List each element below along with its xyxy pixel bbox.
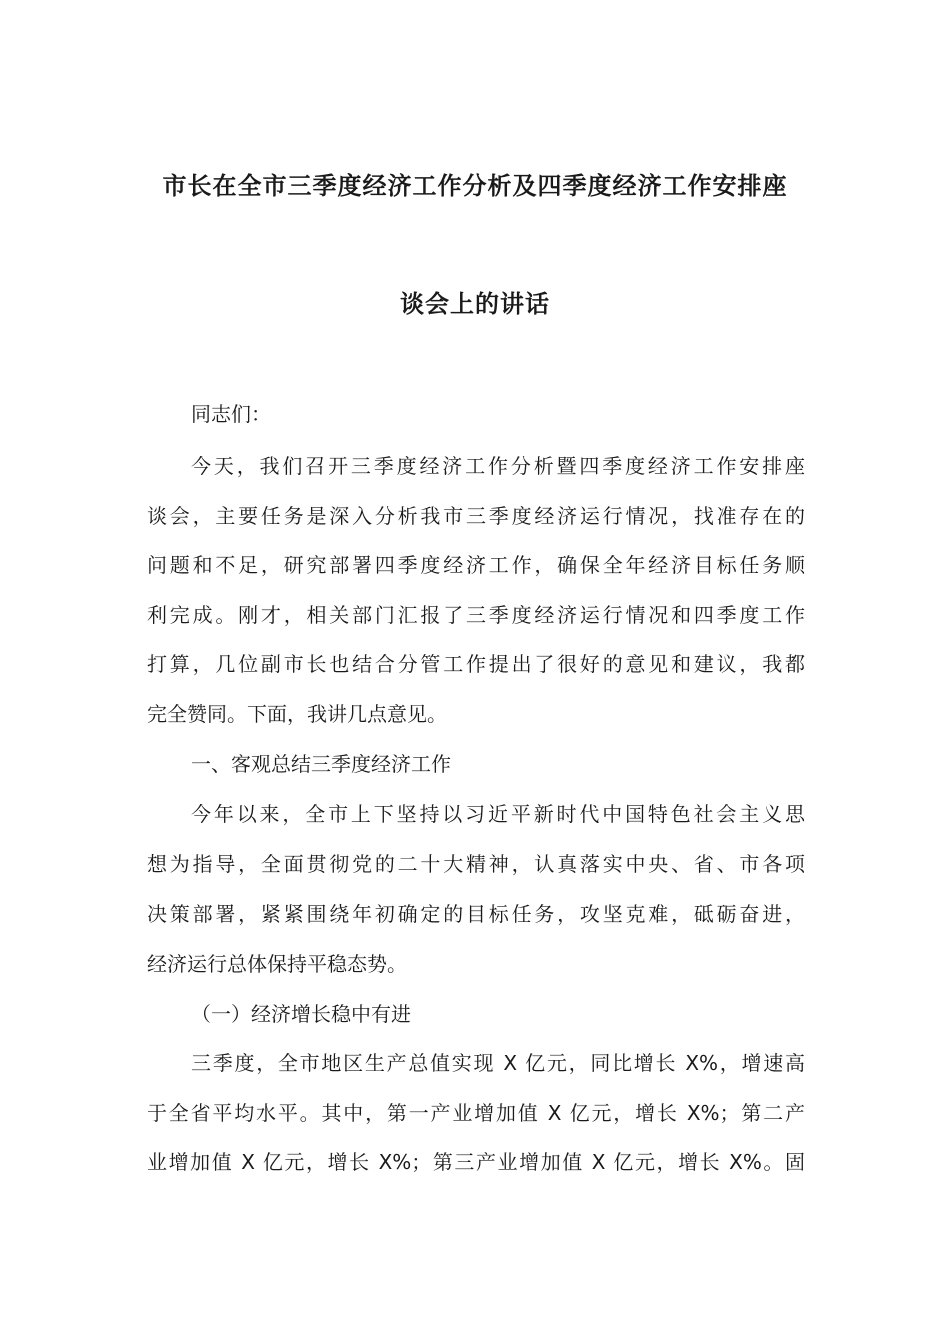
- document-title-line-1: 市长在全市三季度经济工作分析及四季度经济工作安排座: [162, 172, 788, 200]
- paragraph-line: 完全赞同。下面，我讲几点意见。: [147, 702, 447, 726]
- section-heading: 一、客观总结三季度经济工作: [191, 752, 451, 776]
- paragraph-line: 三季度，全市地区生产总值实现 X 亿元，同比增长 X%，增速高: [191, 1051, 805, 1075]
- salutation: 同志们：: [191, 402, 271, 426]
- paragraph-line: 今年以来，全市上下坚持以习近平新时代中国特色社会主义思: [191, 802, 805, 826]
- document-title-line-2: 谈会上的讲话: [400, 290, 550, 318]
- paragraph-line: 利完成。刚才，相关部门汇报了三季度经济运行情况和四季度工作: [147, 603, 805, 627]
- subsection-heading: （一）经济增长稳中有进: [191, 1002, 411, 1026]
- paragraph-line: 业增加值 X 亿元，增长 X%；第三产业增加值 X 亿元，增长 X%。固: [147, 1150, 805, 1174]
- paragraph-line: 决策部署，紧紧围绕年初确定的目标任务，攻坚克难，砥砺奋进，: [147, 902, 805, 926]
- paragraph-line: 打算，几位副市长也结合分管工作提出了很好的意见和建议，我都: [147, 652, 805, 676]
- paragraph-line: 谈会，主要任务是深入分析我市三季度经济运行情况，找准存在的: [147, 504, 805, 528]
- paragraph-line: 问题和不足，研究部署四季度经济工作，确保全年经济目标任务顺: [147, 553, 805, 577]
- paragraph-line: 经济运行总体保持平稳态势。: [147, 952, 407, 976]
- paragraph-line: 今天，我们召开三季度经济工作分析暨四季度经济工作安排座: [191, 454, 805, 478]
- paragraph-line: 想为指导，全面贯彻党的二十大精神，认真落实中央、省、市各项: [147, 852, 805, 876]
- paragraph-line: 于全省平均水平。其中，第一产业增加值 X 亿元，增长 X%；第二产: [147, 1101, 805, 1125]
